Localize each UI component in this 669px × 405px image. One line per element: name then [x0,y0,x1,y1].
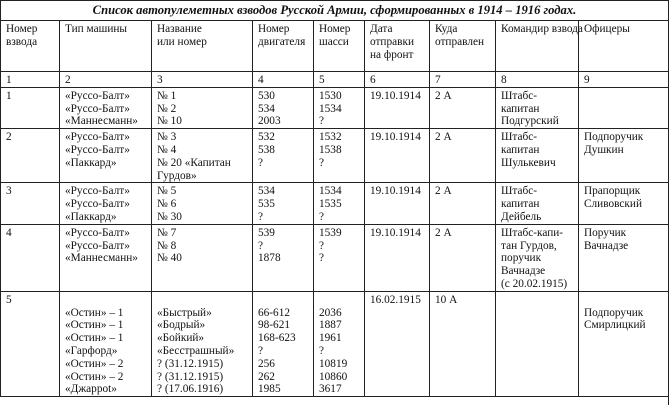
column-number-line: 2 [65,74,71,86]
chassis-number-line: 1538 [319,143,342,156]
header-departure-date-line: отправки [370,35,415,48]
header-engine-number-cell [253,21,314,72]
commander-line: поручик [501,252,542,265]
header-destination-line: Куда [435,23,458,35]
departure-date-line: 19.10.1914 [370,185,421,198]
vehicle-type-line: «Руссо-Балт» [65,198,130,211]
vehicle-name-cell [152,224,253,291]
departure-date-line: 19.10.1914 [370,89,421,102]
chassis-number-line: 1532 [319,131,342,144]
chassis-number-line: 1530 [319,89,342,102]
engine-number-line: ? [258,344,264,357]
vehicle-name-line [157,294,249,307]
engine-number-line: 262 [258,370,275,383]
chassis-number-line: 1535 [319,198,342,211]
officers-line: Подпоручик [584,306,644,319]
vehicle-type-line: «Руссо-Балт» [65,102,130,115]
header-engine-number-line: Номер [258,23,290,35]
vehicle-name-line: № 1 [157,89,177,102]
engine-number-line: 256 [258,357,275,370]
vehicle-name-line: № 7 [157,226,177,239]
commander-cell [496,224,579,291]
destination-line: 2 А [435,226,452,239]
header-row [1,21,669,72]
engine-number-line: 98-621 [258,319,291,332]
chassis-number-line: 1539 [319,226,342,239]
departure-date-cell [365,224,430,291]
header-vehicle-name-line: Название [157,23,202,35]
platoon-number-cell [1,87,60,128]
header-commander-line: Командир взвода [501,23,583,35]
vehicle-name-line: № 40 [157,252,182,265]
engine-number-line: 1878 [258,252,281,265]
commander-cell [496,291,579,396]
destination-line: 2 А [435,131,452,144]
chassis-number-line: ? [319,344,325,357]
table-row [1,87,669,128]
vehicle-name-line: № 5 [157,185,177,198]
vehicle-type-cell [60,183,152,224]
engine-number-line: 168-623 [258,332,296,345]
column-number-line: 6 [370,74,376,86]
chassis-number-line: ? [319,210,325,223]
header-chassis-number-cell [314,21,365,72]
destination-cell [430,224,496,291]
column-number-cell [1,72,60,88]
officers-line: Душкин [584,143,624,156]
engine-number-line: 538 [258,143,275,156]
vehicle-name-line: Гурдов» [157,169,197,182]
vehicle-type-line: «Остин» – 2 [65,357,124,370]
column-number-line: 3 [157,74,163,86]
vehicle-name-line: № 3 [157,131,177,144]
chassis-number-line: 3617 [319,383,342,396]
header-destination-cell [430,21,496,72]
header-officers-cell [579,21,669,72]
vehicle-name-line: ? (31.12.1915) [157,370,224,383]
platoon-number-line: 2 [6,131,12,144]
destination-cell [430,291,496,396]
table-row [1,291,669,396]
commander-line: Вачнадзе [501,265,546,278]
commander-cell [496,87,579,128]
header-chassis-number-line: шасси [319,35,349,48]
vehicle-name-line: «Быстрый» [157,306,212,319]
header-departure-date-cell [365,21,430,72]
officers-cell [579,183,669,224]
chassis-number-cell [314,87,365,128]
destination-line: 2 А [435,89,452,102]
engine-number-cell [253,183,314,224]
platoon-table [0,21,669,397]
vehicle-name-line: № 6 [157,198,177,211]
engine-number-line: 66-612 [258,306,291,319]
officers-line: Смирлицкий [584,319,646,332]
vehicle-type-cell [60,129,152,183]
vehicle-type-cell [60,291,152,396]
officers-line: Прапорщик [584,185,641,198]
vehicle-type-line: «Руссо-Балт» [65,239,130,252]
vehicle-name-line: «Бойкий» [157,332,205,345]
destination-cell [430,129,496,183]
table-row [1,129,669,183]
chassis-number-cell [314,224,365,291]
column-number-cell [579,72,669,88]
platoon-number-cell [1,224,60,291]
vehicle-type-line: «Руссо-Балт» [65,89,130,102]
header-vehicle-name-line: или номер [157,35,207,48]
engine-number-line: 534 [258,185,275,198]
platoon-number-cell [1,129,60,183]
officers-cell [579,129,669,183]
commander-line: Подгурский [501,115,559,128]
column-number-line: 1 [6,74,12,86]
engine-number-line: 539 [258,226,275,239]
destination-cell [430,183,496,224]
destination-cell [430,87,496,128]
vehicle-type-line: «Остин» – 1 [65,319,124,332]
vehicle-name-line: «Бесстрашный» [157,344,235,357]
header-platoon-number-cell [1,21,60,72]
officers-line [584,294,666,307]
departure-date-line: 16.02.1915 [370,293,421,306]
header-vehicle-type-cell [60,21,152,72]
engine-number-line: 535 [258,198,275,211]
chassis-number-line [319,294,361,307]
engine-number-line: 534 [258,102,275,115]
header-engine-number-line: двигателя [258,35,306,48]
column-number-line: 8 [501,74,507,86]
engine-number-line: ? [258,210,264,223]
header-platoon-number-line: Номер [6,23,38,35]
header-chassis-number-line: Номер [319,23,351,35]
column-number-cell [496,72,579,88]
vehicle-type-line: «Остин» – 2 [65,370,124,383]
column-number-cell [365,72,430,88]
column-number-line: 9 [584,74,590,86]
platoon-number-line: 5 [6,293,12,306]
officers-cell [579,224,669,291]
commander-line: (с 20.02.1915) [501,277,568,290]
commander-line: тан Гурдов, [501,239,557,252]
engine-number-line: 530 [258,89,275,102]
vehicle-type-line: «Руссо-Балт» [65,185,130,198]
officers-cell [579,87,669,128]
vehicle-name-cell [152,129,253,183]
table-row [1,224,669,291]
commander-line: Шулькевич [501,156,556,169]
header-vehicle-name-cell [152,21,253,72]
departure-date-cell [365,129,430,183]
officers-line: Сливовский [584,198,642,211]
chassis-number-line: 1534 [319,185,342,198]
vehicle-type-line: «Джарроt» [65,383,117,396]
commander-line: Штабс-капи- [501,226,564,239]
chassis-number-cell [314,291,365,396]
chassis-number-line: ? [319,252,325,265]
officers-line: Подпоручик [584,131,644,144]
commander-line: Штабс- [501,131,538,144]
platoon-number-cell [1,291,60,396]
vehicle-name-line: № 4 [157,143,177,156]
engine-number-line: 2003 [258,115,281,128]
vehicle-type-line: «Гарфорд» [65,344,118,357]
vehicle-name-cell [152,291,253,396]
chassis-number-cell [314,183,365,224]
engine-number-line [258,294,310,307]
commander-line: капитан [501,102,540,115]
vehicle-name-line: № 10 [157,115,182,128]
vehicle-type-cell [60,87,152,128]
engine-number-line: ? [258,156,264,169]
departure-date-line: 19.10.1914 [370,131,421,144]
chassis-number-line: 10860 [319,370,348,383]
chassis-number-line: 1961 [319,332,342,345]
header-destination-line: отправлен [435,35,485,48]
vehicle-name-line: № 8 [157,239,177,252]
engine-number-cell [253,87,314,128]
vehicle-name-cell [152,183,253,224]
engine-number-cell [253,291,314,396]
commander-cell [496,129,579,183]
vehicle-type-line: «Остин» – 1 [65,332,124,345]
vehicle-type-cell [60,224,152,291]
commander-line: капитан [501,198,540,211]
vehicle-name-line: ? (17.06.1916) [157,383,224,396]
platoon-number-line: 3 [6,185,12,198]
vehicle-type-line: «Руссо-Балт» [65,131,130,144]
departure-date-line: 19.10.1914 [370,226,421,239]
column-number-line: 4 [258,74,264,86]
destination-line: 2 А [435,185,452,198]
vehicle-type-line: «Руссо-Балт» [65,226,130,239]
chassis-number-line: 10819 [319,357,348,370]
table-title: Список автопулеметных взводов Русской Армии, сформированных в 1914 – 1916 годах. [0,1,668,21]
departure-date-cell [365,183,430,224]
commander-cell [496,183,579,224]
platoon-number-line: 4 [6,226,12,239]
header-officers-line: Офицеры [584,23,630,35]
engine-number-line: 1985 [258,383,281,396]
chassis-number-line: ? [319,239,325,252]
chassis-number-line: ? [319,115,325,128]
destination-line: 10 А [435,293,458,306]
vehicle-type-line: «Маннесманн» [65,115,138,128]
engine-number-line: 532 [258,131,275,144]
engine-number-cell [253,129,314,183]
column-number-line: 7 [435,74,441,86]
vehicle-type-line: «Паккард» [65,210,117,223]
departure-date-cell [365,291,430,396]
column-number-cell [314,72,365,88]
engine-number-cell [253,224,314,291]
departure-date-cell [365,87,430,128]
officers-cell [579,291,669,396]
chassis-number-cell [314,129,365,183]
commander-line: Штабс- [501,89,538,102]
commander-line: Штабс- [501,185,538,198]
vehicle-type-line [65,294,148,307]
chassis-number-line: ? [319,156,325,169]
commander-line: капитан [501,143,540,156]
vehicle-type-line: «Паккард» [65,156,117,169]
commander-line: Дейбель [501,210,542,223]
column-number-cell [253,72,314,88]
vehicle-name-line: № 30 [157,210,182,223]
header-commander-cell [496,21,583,72]
header-platoon-number-line: взвода [6,35,38,48]
vehicle-name-line: ? (31.12.1915) [157,357,224,370]
vehicle-type-line: «Руссо-Балт» [65,143,130,156]
column-number-cell [430,72,496,88]
chassis-number-line: 1887 [319,319,342,332]
chassis-number-line: 2036 [319,306,342,319]
column-number-cell [60,72,152,88]
vehicle-name-line: «Бодрый» [157,319,206,332]
vehicle-name-cell [152,87,253,128]
column-number-cell [152,72,253,88]
officers-line: Вачнадзе [584,239,629,252]
vehicle-name-line: № 20 «Капитан [157,156,231,169]
vehicle-type-line: «Остин» – 1 [65,306,124,319]
header-departure-date-line: на фронт [370,48,414,61]
header-vehicle-type-line: Тип машины [65,23,128,35]
engine-number-line: ? [258,239,264,252]
officers-line: Поручик [584,226,627,239]
platoon-number-line: 1 [6,89,12,102]
column-number-line: 5 [319,74,325,86]
vehicle-name-line: № 2 [157,102,177,115]
chassis-number-line: 1534 [319,102,342,115]
table-row [1,183,669,224]
platoon-number-cell [1,183,60,224]
vehicle-type-line: «Маннесманн» [65,252,138,265]
column-number-row [1,72,669,88]
header-departure-date-line: Дата [370,23,393,35]
